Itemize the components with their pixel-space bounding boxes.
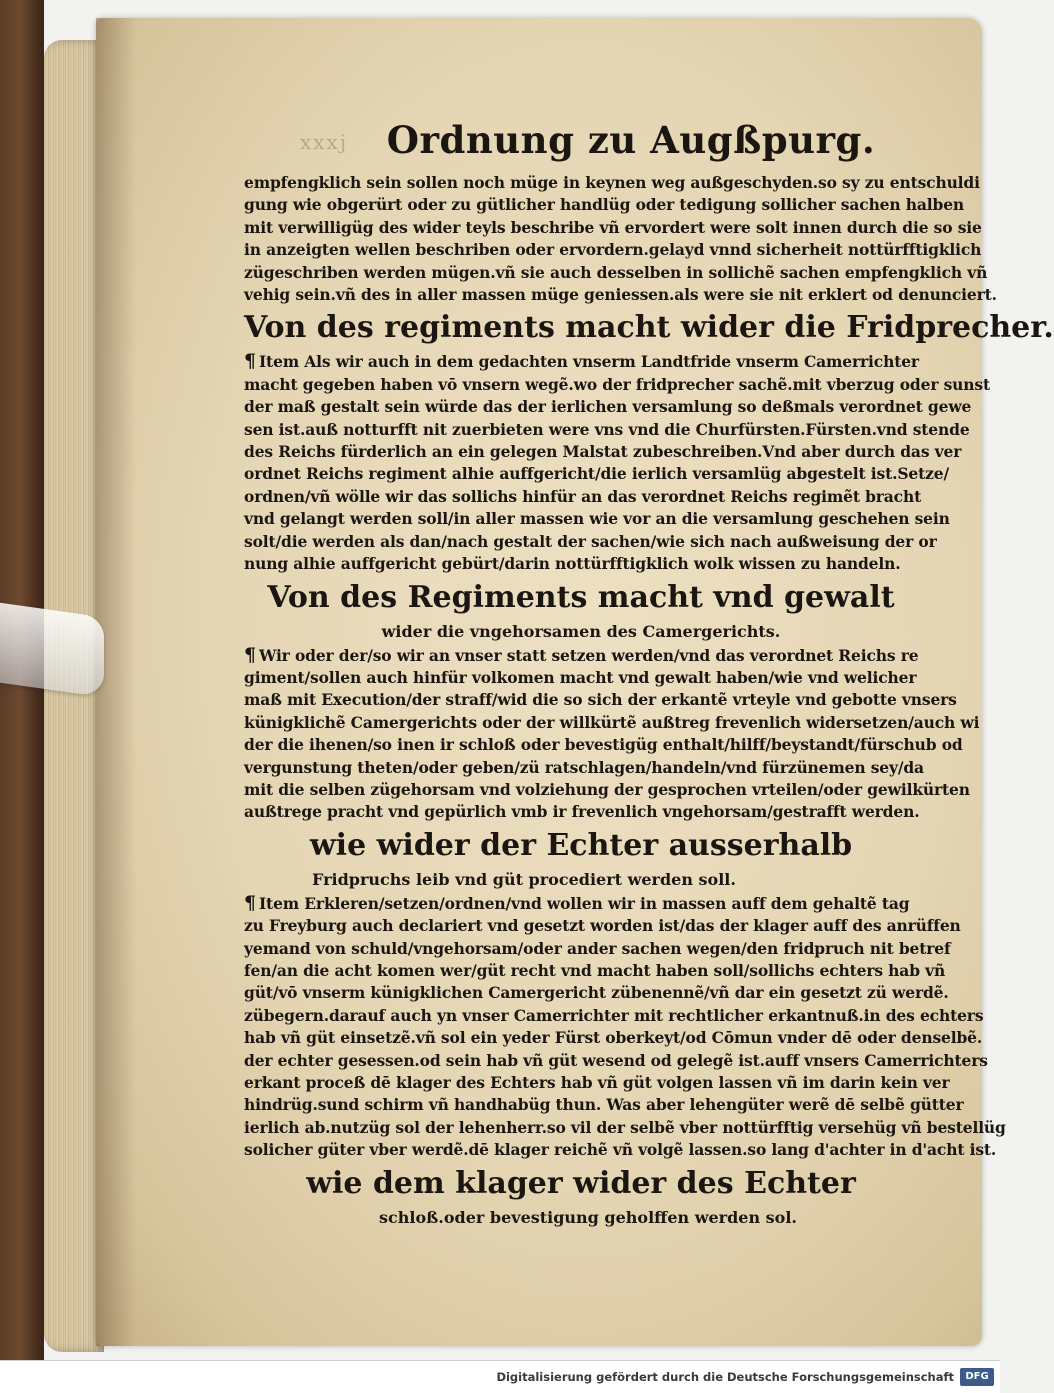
page-edges <box>44 40 104 1352</box>
text-line <box>244 734 963 756</box>
text-line <box>244 1117 1006 1139</box>
text-line-content: des Reichs fürderlich an ein gelegen Malstat zubeschreiben.Vnd aber durch das ver <box>244 442 962 462</box>
section-subheading: schloß.oder bevestigung geholffen werden sol. <box>379 1207 797 1227</box>
text-line <box>244 262 988 284</box>
text-line-content: vergunstung theten/oder geben/zü ratschlagen/handeln/vnd fürzünemen sey/da <box>244 757 924 777</box>
text-line-content: sen ist.auß notturfft nit zuerbieten were vns vnd die Churfürsten.Fürsten.vnd stende <box>244 419 970 439</box>
text-line-content: mit die selben zügehorsam vnd volziehung der gesprochen vrteilen/oder gewilkürten <box>244 779 970 799</box>
text-line <box>244 757 924 779</box>
text-line-content: yemand von schuld/vngehorsam/oder ander sachen wegen/den fridpruch nit betref <box>244 938 951 958</box>
text-line-content: güt/vō vnserm künigklichen Camergericht zübenennẽ/vñ dar ein gesetzt zü werdẽ. <box>244 983 949 1003</box>
text-line-content: zu Freyburg auch declariert vnd gesetzt worden ist/das der klager auff des anrüffen <box>244 916 961 936</box>
text-line <box>244 1050 988 1072</box>
section-heading: Von des regiments macht wider die Fridprecher. <box>244 310 1054 346</box>
text-line <box>244 463 950 485</box>
text-line <box>244 172 980 194</box>
page-reference: xxxj <box>300 130 349 154</box>
text-line <box>244 350 918 373</box>
text-line <box>244 1027 983 1049</box>
text-line <box>244 938 951 960</box>
text-line <box>244 441 962 463</box>
text-line <box>244 892 918 915</box>
text-line <box>244 508 950 530</box>
text-line-content: nung alhie auffgericht gebürt/darin nottürfftigklich wolk wissen zu handeln. <box>244 554 901 574</box>
text-line-content: vnd gelangt werden soll/in aller massen wie vor an die versamlung geschehen sein <box>244 509 950 529</box>
text-line-content: der echter gesessen.od sein hab vñ güt wesend od gelegẽ ist.auff vnsers Camerrichters <box>244 1050 988 1070</box>
text-line-content: empfengklich sein sollen noch müge in keynen weg außgeschyden.so sy zu entschuldi <box>244 173 980 192</box>
text-line-content: hab vñ güt einsetzẽ.vñ sol ein yeder Fürst oberkeyt/od Cōmun vnder dē oder denselbẽ. <box>244 1028 983 1048</box>
text-line <box>244 689 957 711</box>
text-line <box>244 667 918 689</box>
text-line <box>244 553 918 575</box>
text-line-content: außtrege pracht vnd gepürlich vmb ir frevenlich vngehorsam/gestrafft werden. <box>244 802 920 822</box>
pilcrow-icon: ¶ <box>244 350 256 373</box>
text-line <box>244 1094 964 1116</box>
text-line <box>244 1139 997 1161</box>
text-line-content: macht gegeben haben vō vnsern wegẽ.wo der fridprecher sachẽ.mit vberzug oder sunst <box>244 374 990 394</box>
text-line-content: künigklichẽ Camergerichts oder der willkürtẽ außtreg frevenlich widersetzen/auch wi <box>244 712 980 732</box>
text-line <box>244 644 918 667</box>
text-line-content: maß mit Execution/der straff/wid die so sich der erkantẽ vrteyle vnd gebotte vnsers <box>244 690 957 710</box>
text-line-content: in anzeigten wellen beschriben oder ervordern.gelayd vnnd sicherheit nottürfftigklich <box>244 240 982 260</box>
section-heading: wie wider der Echter ausserhalb <box>309 827 853 863</box>
pilcrow-icon: ¶ <box>244 891 256 914</box>
text-line-content: der die ihenen/so inen ir schloß oder bevestigüg enthalt/hilff/beystandt/fürschub od <box>244 735 963 755</box>
text-line <box>244 1005 984 1027</box>
text-line <box>244 712 980 734</box>
text-line <box>244 960 946 982</box>
text-line <box>244 779 970 801</box>
text-line-content: mit verwilligüg des wider teyls beschribe vñ ervordert were solt innen durch die so sie <box>244 217 982 237</box>
text-line-content: ordnen/vñ wölle wir das sollichs hinfür an das verordnet Reichs regimẽt bracht <box>244 486 922 506</box>
text-line-content: fen/an die acht komen wer/güt recht vnd macht haben soll/sollichs echters hab vñ <box>244 960 946 980</box>
text-line <box>244 239 982 261</box>
text-line-content: Item Erkleren/setzen/ordnen/vnd wollen wir in massen auff dem gehaltẽ tag <box>258 893 910 913</box>
text-line-content: ordnet Reichs regiment alhie auffgericht/die ierlich versamlüg abgestelt ist.Setze/ <box>244 464 950 484</box>
text-line <box>244 396 972 418</box>
pilcrow-icon: ¶ <box>244 643 256 666</box>
text-line <box>244 531 937 553</box>
text-line-content: ierlich ab.nutzüg sol der lehenherr.so vil der selbẽ vber nottürfftig versehüg vñ bestellüg <box>244 1117 1006 1137</box>
text-line-content: erkant proceß dē klager des Echters hab vñ güt volgen lassen vñ im darin kein ver <box>244 1073 950 1092</box>
section-subheading: Fridpruchs leib vnd güt procediert werden soll. <box>312 869 736 889</box>
text-line-content: vehig sein.vñ des in aller massen müge geniessen.als were sie nit erklert od denunciert. <box>244 285 997 305</box>
section-heading: Von des Regiments macht vnd gewalt <box>267 579 895 615</box>
text-blocks <box>244 172 1054 1230</box>
text-line-content: giment/sollen auch hinfür volkomen macht vnd gewalt haben/wie vnd welicher <box>244 667 917 687</box>
running-head: Ordnung zu Augßpurg. <box>386 118 876 162</box>
text-line <box>244 217 982 239</box>
text-line <box>244 374 990 396</box>
section-subheading: wider die vngehorsamen des Camergerichts. <box>381 621 781 641</box>
text-line <box>244 1072 950 1094</box>
text-line-content: solt/die werden als dan/nach gestalt der sachen/wie sich nach außweisung der or <box>244 531 937 551</box>
text-line <box>244 486 922 508</box>
text-line <box>244 982 949 1004</box>
section-heading: wie dem klager wider des Echter <box>306 1165 856 1201</box>
bookmark-ribbon <box>0 603 104 698</box>
footer-bar <box>0 1360 1000 1393</box>
text-line-content: gung wie obgerürt oder zu gütlicher handlüg oder tedigung sollicher sachen halben <box>244 195 965 215</box>
text-line <box>244 194 965 216</box>
text-line-content: solicher güter vber werdẽ.dē klager reichẽ vñ volgẽ lassen.so lang d'achter in d'acht ist. <box>244 1140 997 1160</box>
text-line <box>244 801 918 823</box>
text-line-content: zügeschriben werden mügen.vñ sie auch desselben in sollichẽ sachen empfengklich vñ <box>244 262 988 282</box>
dfg-logo[interactable]: DFG <box>960 1368 994 1386</box>
text-line-content: zübegern.darauf auch yn vnser Camerrichter mit rechtlicher erkantnuß.in des echters <box>244 1005 984 1025</box>
text-line-content: Item Als wir auch in dem gedachten vnserm Landtfride vnserm Camerrichter <box>258 352 919 372</box>
text-line <box>244 284 997 306</box>
page-content <box>244 118 1054 1230</box>
footer-credit: Digitalisierung gefördert durch die Deutsche Forschungsgemeinschaft <box>496 1370 954 1384</box>
text-line <box>244 419 970 441</box>
text-line-content: Wir oder der/so wir an vnser statt setzen werden/vnd das verordnet Reichs re <box>258 645 919 665</box>
text-line-content: hindrüg.sund schirm vñ handhabüg thun. Was aber lehengüter werẽ dē selbẽ gütter <box>244 1095 964 1115</box>
text-line-content: der maß gestalt sein würde das der ierlichen versamlung so deßmals verordnet gewe <box>244 397 972 417</box>
text-line <box>244 915 961 937</box>
